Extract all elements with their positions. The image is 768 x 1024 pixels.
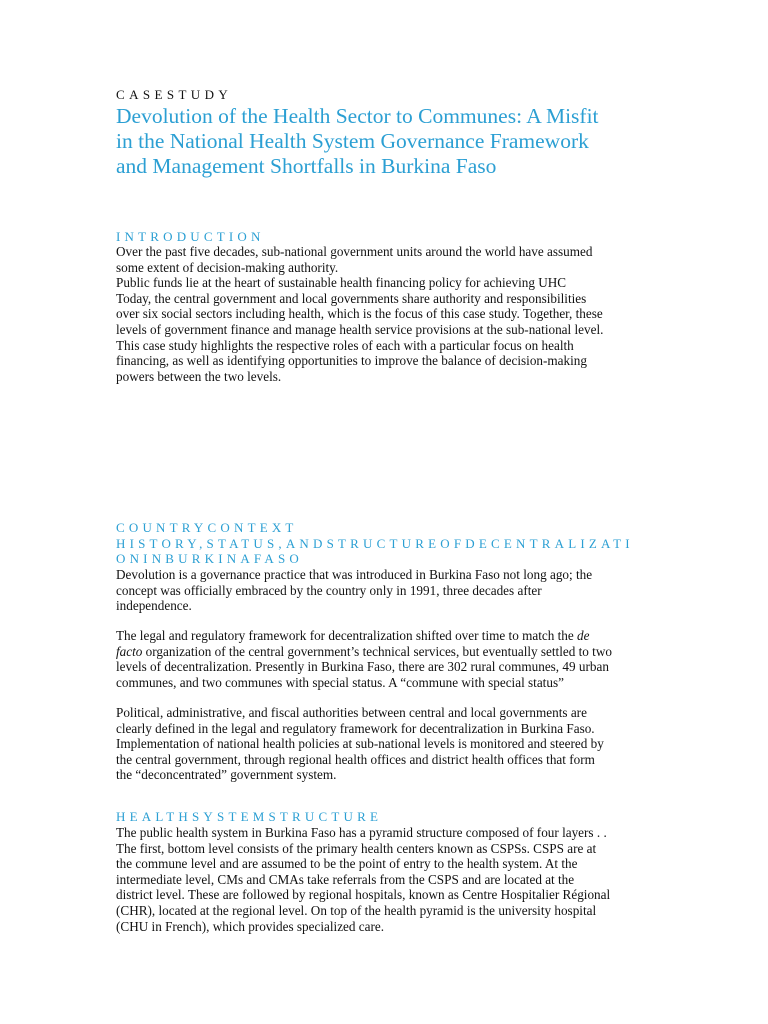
heading-line: HISTORY,STATUS,ANDSTRUCTUREOFDECENTRALIZATI <box>116 535 634 551</box>
text-line: The first, bottom level consists of the primary health centers known as CSPSs. CSPS are at <box>116 840 597 856</box>
text-line: concept was officially embraced by the country only in 1991, three decades after <box>116 582 542 598</box>
text-line: Public funds lie at the heart of sustainable health financing policy for achieving UHC <box>116 275 567 291</box>
country-context-paragraph-2 <box>116 628 656 690</box>
italic-text: facto <box>116 643 143 659</box>
text-line: some extent of decision-making authority. <box>116 259 339 275</box>
text-line: the “deconcentrated” government system. <box>116 767 337 783</box>
title-line: in the National Health System Governance Framework <box>116 129 589 153</box>
health-system-paragraph <box>116 825 656 934</box>
text-line: financing, as well as identifying opportunities to improve the balance of decision-making <box>116 353 587 369</box>
text-line: levels of government finance and manage health service provisions at the sub-national level. <box>116 321 604 337</box>
text-line: (CHR), located at the regional level. On top of the health pyramid is the university hospital <box>116 902 597 918</box>
text-line: intermediate level, CMs and CMAs take referrals from the CSPS and are located at the <box>116 871 575 887</box>
text-line: Devolution is a governance practice that was introduced in Burkina Faso not long ago; the <box>116 567 593 582</box>
heading-line: COUNTRYCONTEXT <box>116 520 298 535</box>
document-title <box>116 104 716 179</box>
text-line: Implementation of national health policies at sub-national levels is monitored and steered by <box>116 736 604 752</box>
case-study-label: CASESTUDY <box>116 87 233 102</box>
section-heading-health-system-structure: HEALTHSYSTEMSTRUCTURE <box>116 809 383 824</box>
text-segment: organization of the central government’s technical services, but eventually settled to two <box>142 643 612 659</box>
text-line: over six social sectors including health, which is the focus of this case study. Together, these <box>116 306 603 322</box>
text-line: (CHU in French), which provides specialized care. <box>116 918 385 934</box>
heading-line: ONINBURKINAFASO <box>116 551 303 566</box>
section-heading-country-context <box>116 520 634 567</box>
title-line: Devolution of the Health Sector to Communes: A Misfit <box>116 104 599 128</box>
text-line: powers between the two levels. <box>116 368 282 384</box>
text-line: independence. <box>116 598 192 614</box>
text-line: This case study highlights the respective roles of each with a particular focus on health <box>116 337 574 353</box>
text-line: communes, and two communes with special status. A “commune with special status” <box>116 674 564 690</box>
text-line: district level. These are followed by regional hospitals, known as Centre Hospitalier Régional <box>116 887 611 903</box>
text-line <box>116 628 656 644</box>
text-line: the central government, through regional health offices and district health offices that form <box>116 751 595 767</box>
text-line: The public health system in Burkina Faso has a pyramid structure composed of four layers . . <box>116 825 607 840</box>
country-context-paragraph-1 <box>116 567 656 614</box>
text-line <box>116 644 656 660</box>
text-line: Political, administrative, and fiscal authorities between central and local governments are <box>116 705 587 720</box>
introduction-paragraph <box>116 244 656 384</box>
text-line: the commune level and are assumed to be the point of entry to the health system. At the <box>116 856 578 872</box>
country-context-paragraph-3 <box>116 705 656 783</box>
section-heading-introduction: INTRODUCTION <box>116 229 265 244</box>
text-line: Over the past five decades, sub-national government units around the world have assumed <box>116 244 593 259</box>
text-line: levels of decentralization. Presently in Burkina Faso, there are 302 rural communes, 49 urban <box>116 659 609 675</box>
text-line: Today, the central government and local governments share authority and responsibilities <box>116 290 587 306</box>
text-line: clearly defined in the legal and regulatory framework for decentralization in Burkina Faso. <box>116 720 595 736</box>
text-segment: The legal and regulatory framework for decentralization shifted over time to match the <box>116 628 578 643</box>
italic-text: de <box>577 628 590 643</box>
title-line: and Management Shortfalls in Burkina Faso <box>116 154 497 178</box>
